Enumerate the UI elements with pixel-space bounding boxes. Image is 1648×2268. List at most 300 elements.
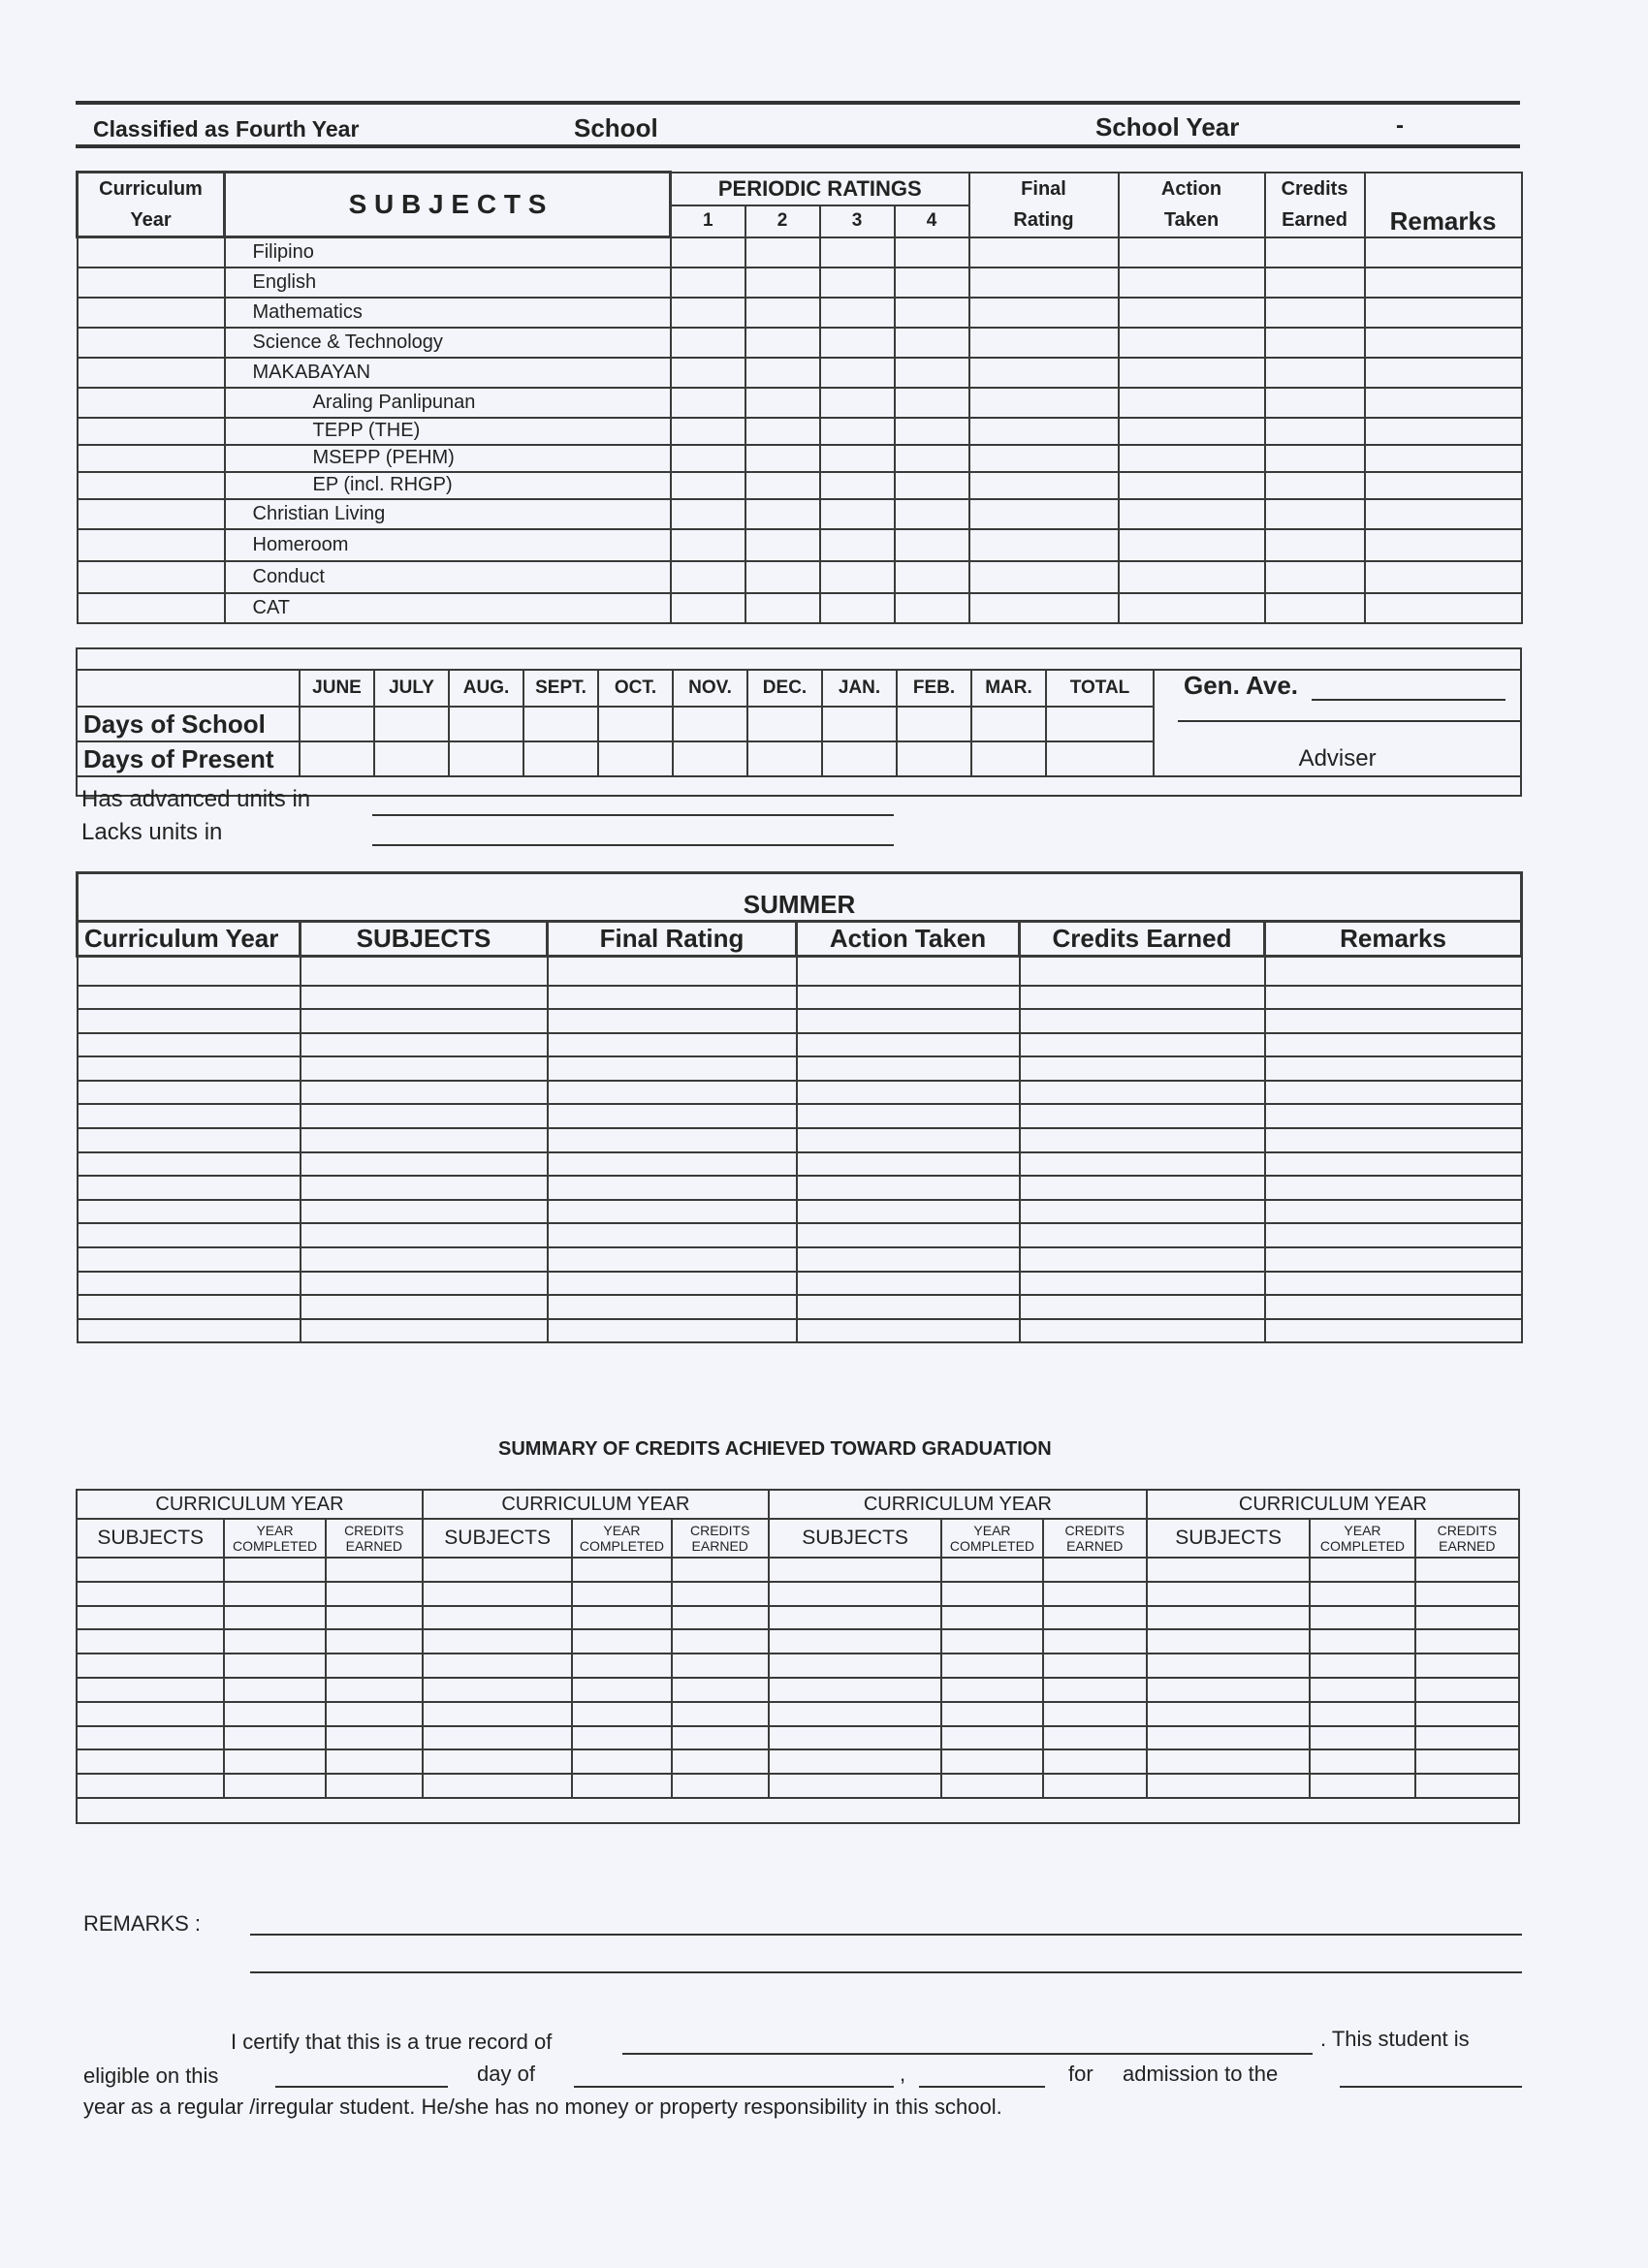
grade-cell[interactable] <box>745 593 820 623</box>
summary-cell[interactable] <box>1310 1629 1414 1654</box>
summer-cell[interactable] <box>301 1176 548 1200</box>
grade-cell[interactable] <box>1119 328 1265 358</box>
curriculum-year-cell[interactable] <box>78 445 225 472</box>
grade-cell[interactable] <box>1265 445 1365 472</box>
grade-cell[interactable] <box>895 388 969 418</box>
grade-cell[interactable] <box>745 561 820 593</box>
grade-cell[interactable] <box>969 268 1119 298</box>
summer-cell[interactable] <box>548 1033 797 1057</box>
cell[interactable] <box>673 741 747 776</box>
summer-cell[interactable] <box>548 1104 797 1128</box>
summary-cell[interactable] <box>769 1774 941 1798</box>
summary-cell[interactable] <box>941 1558 1042 1582</box>
grade-cell[interactable] <box>895 358 969 388</box>
summary-cell[interactable] <box>572 1749 671 1774</box>
summer-cell[interactable] <box>1265 1319 1522 1343</box>
summer-cell[interactable] <box>1265 1009 1522 1033</box>
summer-cell[interactable] <box>548 1295 797 1319</box>
summary-cell[interactable] <box>1415 1702 1519 1726</box>
grade-cell[interactable] <box>1119 388 1265 418</box>
grade-cell[interactable] <box>969 472 1119 499</box>
summary-cell[interactable] <box>77 1774 224 1798</box>
summer-cell[interactable] <box>1265 1295 1522 1319</box>
grade-cell[interactable] <box>671 445 745 472</box>
grade-cell[interactable] <box>1265 388 1365 418</box>
curriculum-year-cell[interactable] <box>78 358 225 388</box>
summary-cell[interactable] <box>1147 1558 1310 1582</box>
grade-cell[interactable] <box>745 388 820 418</box>
summary-cell[interactable] <box>1043 1582 1147 1606</box>
grade-cell[interactable] <box>895 268 969 298</box>
summary-cell[interactable] <box>941 1606 1042 1630</box>
cell[interactable] <box>822 707 897 741</box>
grade-cell[interactable] <box>1265 237 1365 268</box>
grade-cell[interactable] <box>820 418 895 445</box>
summer-cell[interactable] <box>1020 1247 1265 1272</box>
summer-cell[interactable] <box>1020 1295 1265 1319</box>
summer-cell[interactable] <box>548 957 797 986</box>
summary-cell[interactable] <box>1147 1629 1310 1654</box>
summer-cell[interactable] <box>1020 1081 1265 1105</box>
summary-cell[interactable] <box>1415 1654 1519 1678</box>
summary-cell[interactable] <box>672 1629 769 1654</box>
summary-cell[interactable] <box>1147 1582 1310 1606</box>
summary-cell[interactable] <box>1310 1702 1414 1726</box>
summer-cell[interactable] <box>1265 1081 1522 1105</box>
grade-cell[interactable] <box>671 358 745 388</box>
summary-cell[interactable] <box>423 1558 572 1582</box>
summer-cell[interactable] <box>301 1247 548 1272</box>
summer-cell[interactable] <box>301 957 548 986</box>
grade-cell[interactable] <box>969 358 1119 388</box>
summer-cell[interactable] <box>797 1128 1020 1152</box>
grade-cell[interactable] <box>1365 529 1522 561</box>
summary-cell[interactable] <box>672 1749 769 1774</box>
grade-cell[interactable] <box>671 593 745 623</box>
summary-cell[interactable] <box>224 1749 325 1774</box>
grade-cell[interactable] <box>1265 561 1365 593</box>
summer-cell[interactable] <box>1020 1056 1265 1081</box>
summary-cell[interactable] <box>77 1558 224 1582</box>
summary-cell[interactable] <box>326 1606 423 1630</box>
summary-cell[interactable] <box>672 1702 769 1726</box>
advanced-units-line[interactable] <box>372 814 894 816</box>
remarks-line-2[interactable] <box>250 1971 1522 1973</box>
summary-cell[interactable] <box>1415 1558 1519 1582</box>
grade-cell[interactable] <box>895 328 969 358</box>
summer-cell[interactable] <box>1265 1128 1522 1152</box>
summer-cell[interactable] <box>301 986 548 1010</box>
summary-cell[interactable] <box>326 1749 423 1774</box>
summer-cell[interactable] <box>78 1319 301 1343</box>
summary-cell[interactable] <box>572 1606 671 1630</box>
summer-cell[interactable] <box>797 1104 1020 1128</box>
summary-cell[interactable] <box>224 1678 325 1702</box>
grade-cell[interactable] <box>671 561 745 593</box>
summary-cell[interactable] <box>572 1629 671 1654</box>
grade-cell[interactable] <box>1265 593 1365 623</box>
grade-cell[interactable] <box>745 237 820 268</box>
summer-cell[interactable] <box>1265 1056 1522 1081</box>
grade-cell[interactable] <box>820 388 895 418</box>
summer-cell[interactable] <box>797 1176 1020 1200</box>
summer-cell[interactable] <box>301 1319 548 1343</box>
grade-cell[interactable] <box>671 328 745 358</box>
grade-cell[interactable] <box>820 268 895 298</box>
summary-cell[interactable] <box>1415 1629 1519 1654</box>
grade-cell[interactable] <box>820 529 895 561</box>
summary-cell[interactable] <box>572 1726 671 1750</box>
summer-cell[interactable] <box>1020 957 1265 986</box>
summary-cell[interactable] <box>1147 1726 1310 1750</box>
summer-cell[interactable] <box>78 986 301 1010</box>
summer-cell[interactable] <box>1020 1152 1265 1177</box>
summary-cell[interactable] <box>224 1774 325 1798</box>
summary-cell[interactable] <box>326 1774 423 1798</box>
grade-cell[interactable] <box>671 472 745 499</box>
summer-cell[interactable] <box>78 1272 301 1296</box>
summary-cell[interactable] <box>572 1558 671 1582</box>
grade-cell[interactable] <box>820 561 895 593</box>
summer-cell[interactable] <box>1265 1272 1522 1296</box>
grade-cell[interactable] <box>820 472 895 499</box>
grade-cell[interactable] <box>671 529 745 561</box>
summary-cell[interactable] <box>423 1726 572 1750</box>
grade-cell[interactable] <box>969 418 1119 445</box>
grade-cell[interactable] <box>671 237 745 268</box>
summer-cell[interactable] <box>301 1056 548 1081</box>
cell[interactable] <box>747 707 822 741</box>
summer-cell[interactable] <box>548 1056 797 1081</box>
grade-cell[interactable] <box>1265 358 1365 388</box>
summary-cell[interactable] <box>224 1606 325 1630</box>
summary-cell[interactable] <box>1043 1749 1147 1774</box>
summer-cell[interactable] <box>797 1319 1020 1343</box>
summary-cell[interactable] <box>1415 1606 1519 1630</box>
grade-cell[interactable] <box>895 418 969 445</box>
summary-cell[interactable] <box>326 1654 423 1678</box>
summary-cell[interactable] <box>77 1629 224 1654</box>
summary-cell[interactable] <box>326 1558 423 1582</box>
summary-cell[interactable] <box>941 1749 1042 1774</box>
summary-cell[interactable] <box>769 1582 941 1606</box>
summary-cell[interactable] <box>423 1629 572 1654</box>
grade-cell[interactable] <box>969 561 1119 593</box>
summary-cell[interactable] <box>1043 1654 1147 1678</box>
summary-cell[interactable] <box>572 1774 671 1798</box>
cell[interactable] <box>822 741 897 776</box>
summary-cell[interactable] <box>572 1702 671 1726</box>
summary-cell[interactable] <box>672 1774 769 1798</box>
summary-cell[interactable] <box>1310 1582 1414 1606</box>
summary-cell[interactable] <box>572 1678 671 1702</box>
summer-cell[interactable] <box>301 1009 548 1033</box>
summary-cell[interactable] <box>1147 1774 1310 1798</box>
grade-cell[interactable] <box>820 298 895 328</box>
curriculum-year-cell[interactable] <box>78 298 225 328</box>
grade-cell[interactable] <box>1119 298 1265 328</box>
grade-cell[interactable] <box>1365 418 1522 445</box>
grade-cell[interactable] <box>1365 298 1522 328</box>
cell[interactable] <box>897 707 971 741</box>
summary-cell[interactable] <box>769 1749 941 1774</box>
summary-cell[interactable] <box>1147 1749 1310 1774</box>
summary-cell[interactable] <box>572 1654 671 1678</box>
grade-cell[interactable] <box>1265 499 1365 529</box>
summary-cell[interactable] <box>1415 1678 1519 1702</box>
grade-cell[interactable] <box>1119 593 1265 623</box>
grade-cell[interactable] <box>820 237 895 268</box>
summary-cell[interactable] <box>769 1629 941 1654</box>
summer-cell[interactable] <box>548 1081 797 1105</box>
cell[interactable] <box>673 707 747 741</box>
summer-cell[interactable] <box>1020 1104 1265 1128</box>
summary-cell[interactable] <box>672 1678 769 1702</box>
summer-cell[interactable] <box>78 1081 301 1105</box>
grade-cell[interactable] <box>1365 499 1522 529</box>
grade-cell[interactable] <box>671 499 745 529</box>
summary-cell[interactable] <box>326 1702 423 1726</box>
summary-cell[interactable] <box>1415 1774 1519 1798</box>
summary-cell[interactable] <box>941 1629 1042 1654</box>
grade-cell[interactable] <box>671 418 745 445</box>
grade-cell[interactable] <box>969 388 1119 418</box>
cell[interactable] <box>374 741 449 776</box>
summary-cell[interactable] <box>1415 1749 1519 1774</box>
summary-cell[interactable] <box>941 1726 1042 1750</box>
grade-cell[interactable] <box>969 499 1119 529</box>
summer-cell[interactable] <box>1020 1176 1265 1200</box>
grade-cell[interactable] <box>820 445 895 472</box>
summary-cell[interactable] <box>423 1702 572 1726</box>
grade-cell[interactable] <box>671 268 745 298</box>
grade-cell[interactable] <box>895 445 969 472</box>
summary-cell[interactable] <box>769 1678 941 1702</box>
summary-cell[interactable] <box>769 1606 941 1630</box>
summary-cell[interactable] <box>77 1726 224 1750</box>
grade-cell[interactable] <box>969 445 1119 472</box>
cell[interactable] <box>449 741 523 776</box>
summary-cell[interactable] <box>1043 1629 1147 1654</box>
summary-cell[interactable] <box>77 1702 224 1726</box>
summary-cell[interactable] <box>77 1606 224 1630</box>
summer-cell[interactable] <box>797 1033 1020 1057</box>
curriculum-year-cell[interactable] <box>78 237 225 268</box>
summer-cell[interactable] <box>1265 1104 1522 1128</box>
summer-cell[interactable] <box>797 1223 1020 1247</box>
grade-cell[interactable] <box>1119 472 1265 499</box>
grade-cell[interactable] <box>745 418 820 445</box>
summer-cell[interactable] <box>797 1272 1020 1296</box>
cell[interactable] <box>300 741 374 776</box>
grade-cell[interactable] <box>969 237 1119 268</box>
summary-cell[interactable] <box>423 1678 572 1702</box>
summary-cell[interactable] <box>1147 1606 1310 1630</box>
summary-cell[interactable] <box>423 1606 572 1630</box>
summer-cell[interactable] <box>797 957 1020 986</box>
cell[interactable] <box>523 741 598 776</box>
summary-cell[interactable] <box>672 1654 769 1678</box>
cell[interactable] <box>897 741 971 776</box>
summer-cell[interactable] <box>1265 1223 1522 1247</box>
summary-cell[interactable] <box>1415 1582 1519 1606</box>
curriculum-year-cell[interactable] <box>78 268 225 298</box>
grade-cell[interactable] <box>1365 268 1522 298</box>
summary-cell[interactable] <box>224 1654 325 1678</box>
summer-cell[interactable] <box>78 1295 301 1319</box>
grade-cell[interactable] <box>969 593 1119 623</box>
summer-cell[interactable] <box>1265 1033 1522 1057</box>
summer-cell[interactable] <box>548 1200 797 1224</box>
summary-cell[interactable] <box>769 1654 941 1678</box>
summary-cell[interactable] <box>1147 1678 1310 1702</box>
day-line[interactable] <box>275 2086 448 2088</box>
grade-cell[interactable] <box>1265 529 1365 561</box>
curriculum-year-cell[interactable] <box>78 328 225 358</box>
grade-cell[interactable] <box>1119 418 1265 445</box>
summer-cell[interactable] <box>301 1033 548 1057</box>
cell[interactable] <box>374 707 449 741</box>
summer-cell[interactable] <box>797 1081 1020 1105</box>
summer-cell[interactable] <box>78 1176 301 1200</box>
summer-cell[interactable] <box>78 1056 301 1081</box>
summary-cell[interactable] <box>1310 1726 1414 1750</box>
month-line[interactable] <box>574 2086 894 2088</box>
summary-cell[interactable] <box>572 1582 671 1606</box>
summary-cell[interactable] <box>1310 1678 1414 1702</box>
summer-cell[interactable] <box>1265 1176 1522 1200</box>
summary-cell[interactable] <box>1147 1654 1310 1678</box>
grade-cell[interactable] <box>895 499 969 529</box>
summer-cell[interactable] <box>548 986 797 1010</box>
lacks-units-line[interactable] <box>372 844 894 846</box>
summer-cell[interactable] <box>1265 1200 1522 1224</box>
summer-cell[interactable] <box>1265 1152 1522 1177</box>
cell[interactable] <box>300 707 374 741</box>
summer-cell[interactable] <box>1020 1223 1265 1247</box>
summer-cell[interactable] <box>1020 1128 1265 1152</box>
curriculum-year-cell[interactable] <box>78 561 225 593</box>
summer-cell[interactable] <box>1020 1033 1265 1057</box>
summer-cell[interactable] <box>301 1081 548 1105</box>
summary-cell[interactable] <box>1415 1726 1519 1750</box>
summer-cell[interactable] <box>301 1128 548 1152</box>
summary-cell[interactable] <box>941 1678 1042 1702</box>
grade-cell[interactable] <box>1365 237 1522 268</box>
summer-cell[interactable] <box>78 1104 301 1128</box>
summer-cell[interactable] <box>301 1223 548 1247</box>
cell[interactable] <box>971 707 1046 741</box>
cell[interactable] <box>449 707 523 741</box>
grade-cell[interactable] <box>1119 268 1265 298</box>
curriculum-year-cell[interactable] <box>78 472 225 499</box>
summer-cell[interactable] <box>78 957 301 986</box>
grade-cell[interactable] <box>671 388 745 418</box>
summary-cell[interactable] <box>423 1749 572 1774</box>
grade-cell[interactable] <box>745 499 820 529</box>
summary-cell[interactable] <box>77 1654 224 1678</box>
grade-cell[interactable] <box>1365 445 1522 472</box>
summary-cell[interactable] <box>1043 1702 1147 1726</box>
summer-cell[interactable] <box>548 1152 797 1177</box>
summer-cell[interactable] <box>1020 1272 1265 1296</box>
cell[interactable] <box>598 707 673 741</box>
grade-cell[interactable] <box>745 358 820 388</box>
summary-cell[interactable] <box>1310 1606 1414 1630</box>
grade-cell[interactable] <box>895 561 969 593</box>
cell[interactable] <box>1046 707 1154 741</box>
summer-cell[interactable] <box>1020 1200 1265 1224</box>
summer-cell[interactable] <box>797 1152 1020 1177</box>
summary-cell[interactable] <box>672 1582 769 1606</box>
grade-cell[interactable] <box>1119 358 1265 388</box>
summary-cell[interactable] <box>672 1606 769 1630</box>
grade-cell[interactable] <box>745 445 820 472</box>
summer-cell[interactable] <box>78 1200 301 1224</box>
summary-cell[interactable] <box>326 1629 423 1654</box>
summer-cell[interactable] <box>548 1009 797 1033</box>
cell[interactable] <box>971 741 1046 776</box>
cell[interactable] <box>598 741 673 776</box>
summer-cell[interactable] <box>797 1200 1020 1224</box>
cell[interactable] <box>747 741 822 776</box>
summer-cell[interactable] <box>797 1295 1020 1319</box>
summary-cell[interactable] <box>1147 1702 1310 1726</box>
summer-cell[interactable] <box>797 1247 1020 1272</box>
grade-cell[interactable] <box>1265 472 1365 499</box>
student-name-line[interactable] <box>622 2053 1313 2055</box>
summary-cell[interactable] <box>423 1582 572 1606</box>
summer-cell[interactable] <box>1020 1319 1265 1343</box>
grade-cell[interactable] <box>745 529 820 561</box>
summer-cell[interactable] <box>548 1176 797 1200</box>
gen-ave-line[interactable] <box>1312 672 1505 701</box>
summer-cell[interactable] <box>797 1056 1020 1081</box>
summer-cell[interactable] <box>1020 986 1265 1010</box>
summary-cell[interactable] <box>672 1726 769 1750</box>
summer-cell[interactable] <box>548 1128 797 1152</box>
grade-cell[interactable] <box>820 593 895 623</box>
summary-cell[interactable] <box>1043 1774 1147 1798</box>
grade-cell[interactable] <box>895 529 969 561</box>
summary-cell[interactable] <box>423 1774 572 1798</box>
summer-cell[interactable] <box>78 1033 301 1057</box>
grade-cell[interactable] <box>745 328 820 358</box>
summary-cell[interactable] <box>672 1558 769 1582</box>
summary-cell[interactable] <box>1043 1726 1147 1750</box>
summer-cell[interactable] <box>797 1009 1020 1033</box>
grade-cell[interactable] <box>1265 298 1365 328</box>
summer-cell[interactable] <box>78 1009 301 1033</box>
summary-cell[interactable] <box>77 1582 224 1606</box>
summer-cell[interactable] <box>1265 957 1522 986</box>
grade-cell[interactable] <box>820 499 895 529</box>
summary-cell[interactable] <box>423 1654 572 1678</box>
summary-cell[interactable] <box>1043 1558 1147 1582</box>
grade-cell[interactable] <box>1265 268 1365 298</box>
grade-cell[interactable] <box>671 298 745 328</box>
grade-cell[interactable] <box>1365 593 1522 623</box>
summary-cell[interactable] <box>77 1678 224 1702</box>
summary-cell[interactable] <box>224 1702 325 1726</box>
summer-cell[interactable] <box>548 1223 797 1247</box>
grade-cell[interactable] <box>895 472 969 499</box>
curriculum-year-cell[interactable] <box>78 388 225 418</box>
grade-cell[interactable] <box>1365 358 1522 388</box>
summary-cell[interactable] <box>224 1629 325 1654</box>
summary-cell[interactable] <box>769 1558 941 1582</box>
summer-cell[interactable] <box>301 1104 548 1128</box>
